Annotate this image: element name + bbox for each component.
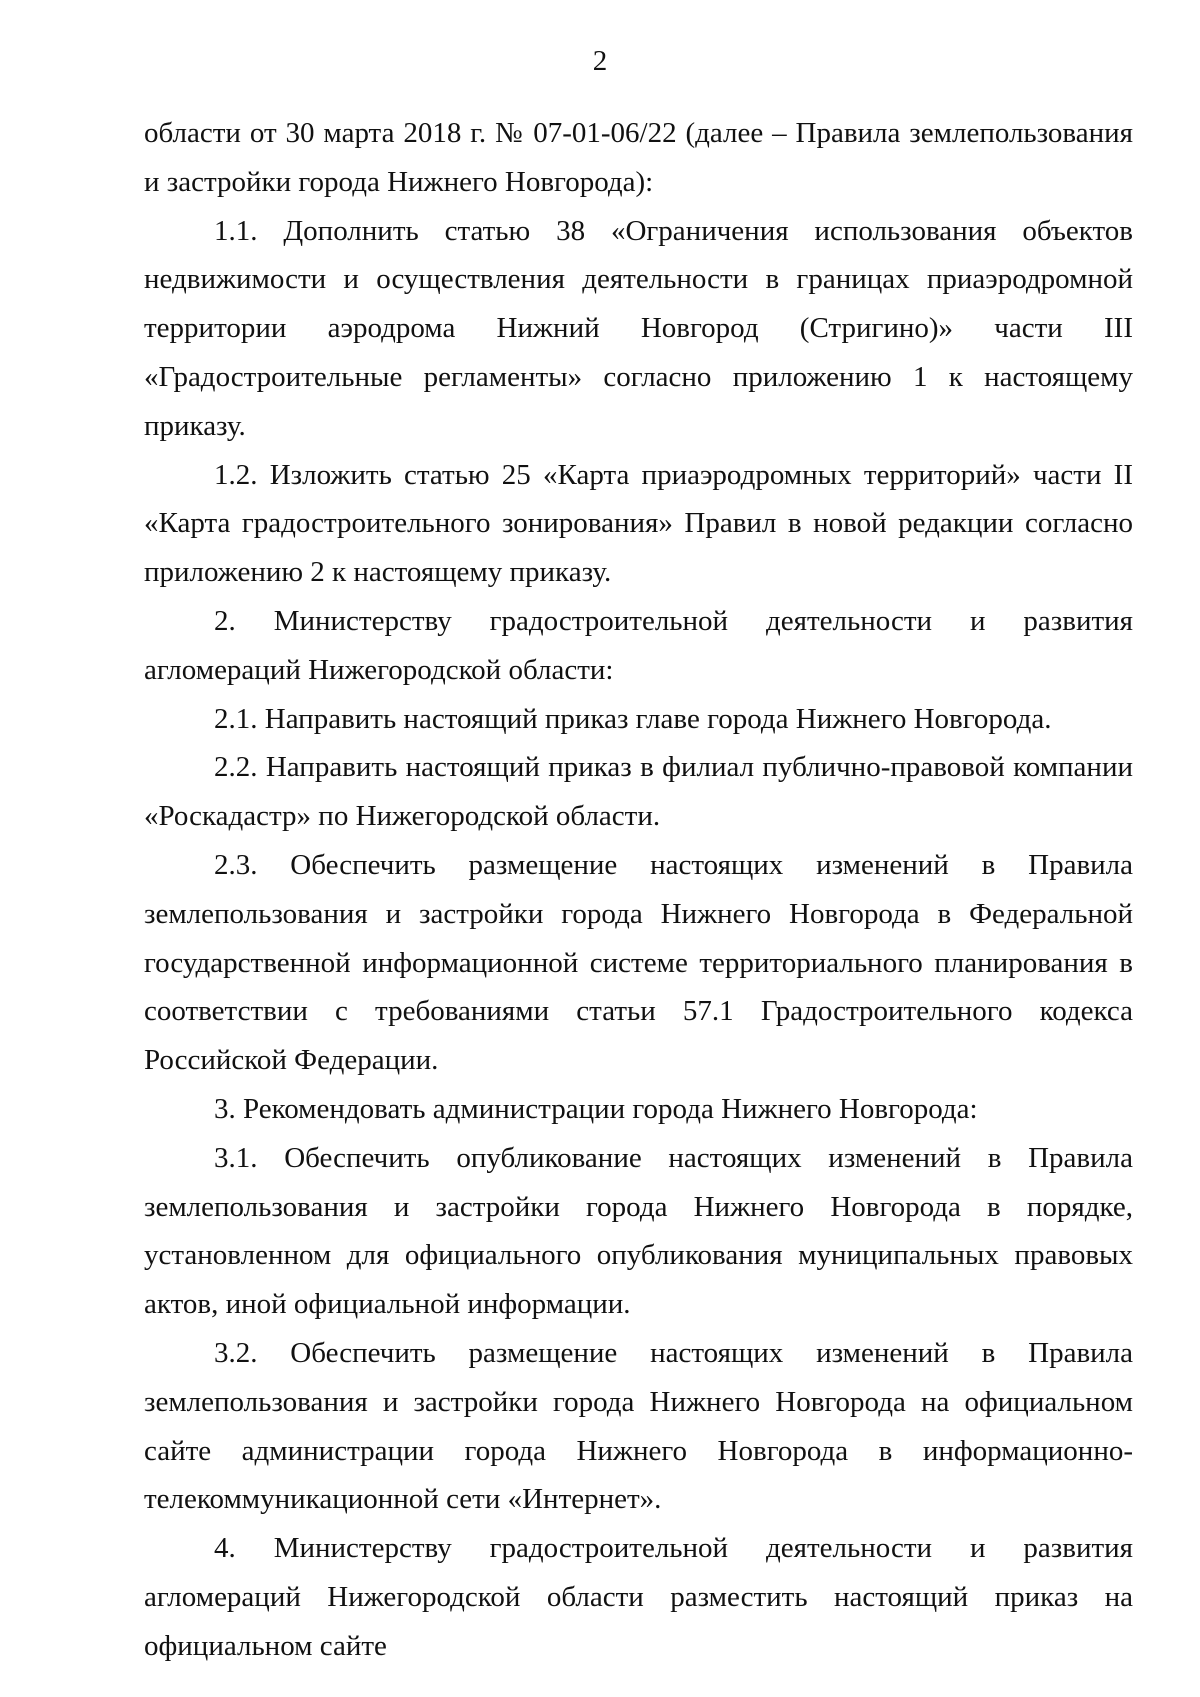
paragraph-1-2: 1.2. Изложить статью 25 «Карта приаэродромных территорий» части II «Карта градостроительного зонирования» Правил в новой редакции согласно приложению 2 к настоящему приказу.	[144, 458, 1133, 589]
paragraph-1-1: 1.1. Дополнить статью 38 «Ограничения использования объектов недвижимости и осуществления деятельности в границах приаэродромной территории аэродрома Нижний Новгород (Стригино)» части III «Градостроительные регламенты» согласно приложению 1 к настоящему приказу.	[144, 214, 1133, 442]
paragraph-3: 3. Рекомендовать администрации города Нижнего Новгорода:	[214, 1092, 978, 1125]
paragraph-2: 2. Министерству градостроительной деятельности и развития агломераций Нижегородской области:	[144, 604, 1133, 686]
document-body	[144, 109, 1133, 1671]
page-number: 2	[592, 45, 608, 77]
paragraph-3-2: 3.2. Обеспечить размещение настоящих изменений в Правила землепользования и застройки города Нижнего Новгорода на официальном сайте администрации города Нижнего Новгорода в информационно-телекоммуникационной сети «Интернет».	[144, 1336, 1133, 1516]
paragraph-3-1: 3.1. Обеспечить опубликование настоящих изменений в Правила землепользования и застройки города Нижнего Новгорода в порядке, установленном для официального опубликования муниципальных правовых актов, иной официальной информации.	[144, 1141, 1133, 1321]
paragraph-2-2: 2.2. Направить настоящий приказ в филиал публично-правовой компании «Роскадастр» по Нижегородской области.	[144, 751, 1133, 833]
paragraph-2-3: 2.3. Обеспечить размещение настоящих изменений в Правила землепользования и застройки города Нижнего Новгорода в Федеральной государственной информационной системе территориального планирования в соответствии с требованиями статьи 57.1 Градостроительного кодекса Российской Федерации.	[144, 848, 1133, 1077]
paragraph-4: 4. Министерству градостроительной деятельности и развития агломераций Нижегородской области разместить настоящий приказ на официальном сайте	[144, 1532, 1133, 1662]
paragraph-continuation: области от 30 марта 2018 г. № 07-01-06/22 (далее – Правила землепользования и застройки города Нижнего Новгорода):	[144, 117, 1133, 198]
paragraph-2-1: 2.1. Направить настоящий приказ главе города Нижнего Новгорода.	[214, 702, 1052, 735]
